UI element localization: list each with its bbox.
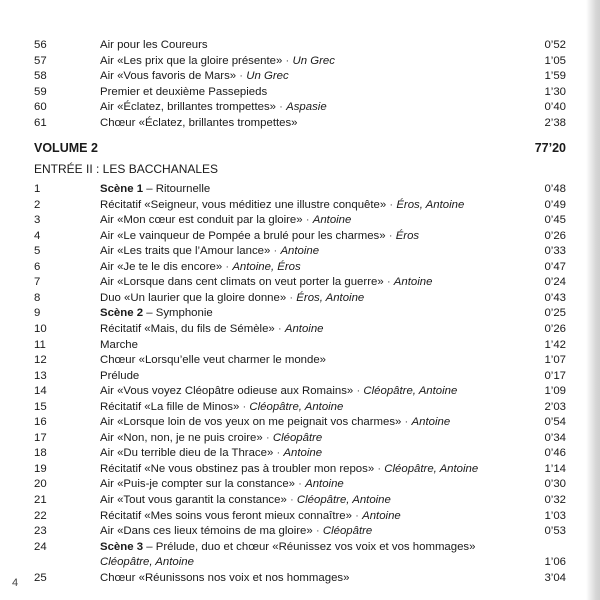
separator-dot: ·	[236, 70, 247, 82]
scene-dash: –	[143, 540, 156, 553]
separator-dot: ·	[295, 478, 306, 491]
track-number: 59	[34, 85, 47, 98]
track-duration: 0’52	[544, 39, 566, 51]
track-title	[100, 229, 419, 243]
track-row	[34, 524, 566, 538]
track-title	[100, 38, 208, 52]
track-number: 8	[34, 291, 41, 304]
track-title	[100, 493, 391, 507]
track-number: 2	[34, 198, 41, 211]
track-number: 12	[34, 354, 47, 367]
track-row	[34, 322, 566, 336]
scene-label: Scène 3	[100, 540, 144, 553]
track-performers: Antoine	[393, 276, 433, 289]
track-title	[100, 384, 457, 398]
track-number: 57	[34, 54, 47, 67]
separator-dot: ·	[262, 431, 273, 444]
track-row	[34, 38, 566, 52]
track-duration: 0’25	[544, 307, 566, 320]
separator-dot: ·	[401, 416, 412, 429]
track-number: 4	[34, 229, 41, 242]
track-title	[100, 306, 213, 320]
track-title-text: Air «Le vainqueur de Pompée a brulé pour les charmes»	[100, 229, 386, 242]
track-duration: 0’17	[544, 369, 566, 382]
track-performers: Antoine	[284, 322, 324, 335]
separator-dot: ·	[351, 509, 363, 522]
track-number: 16	[34, 416, 47, 429]
track-duration: 0’26	[544, 322, 566, 335]
track-title-text: Chœur «Lorsqu’elle veut charmer le monde»	[100, 354, 327, 367]
track-row	[34, 116, 566, 130]
track-row	[34, 369, 566, 383]
track-title	[100, 116, 298, 130]
track-number: 3	[34, 214, 41, 227]
track-duration: 0’40	[544, 101, 566, 113]
track-number: 7	[34, 276, 41, 289]
separator-dot: ·	[312, 525, 323, 538]
track-duration: 2’38	[544, 116, 566, 129]
separator-dot: ·	[374, 462, 385, 475]
track-title-text: Ritournelle	[155, 183, 211, 195]
track-title	[100, 540, 475, 554]
track-duration: 0’47	[544, 260, 566, 273]
track-performers: Cléopâtre, Antoine	[296, 494, 391, 506]
track-performers: Un Grec	[246, 70, 289, 82]
track-title-text: Air «Je te le dis encore»	[100, 260, 223, 273]
track-title	[100, 182, 210, 196]
volume-heading	[34, 140, 566, 156]
track-number: 9	[34, 307, 41, 320]
track-title	[100, 509, 401, 523]
separator-dot: ·	[286, 494, 297, 506]
track-row	[34, 446, 566, 460]
page-edge-shadow	[586, 0, 600, 600]
track-title-text: Air «Les traits que l’Amour lance»	[100, 245, 271, 258]
track-duration: 0’34	[544, 431, 566, 444]
track-row	[34, 182, 566, 196]
track-duration: 0’43	[544, 291, 566, 304]
track-title-text: Duo «Un laurier que la gloire donne»	[100, 291, 287, 304]
track-title	[100, 415, 450, 429]
track-title-text: Air «Éclatez, brillantes trompettes»	[100, 101, 276, 113]
separator-dot: ·	[302, 214, 313, 227]
track-title	[100, 322, 324, 336]
track-number: 23	[34, 525, 47, 538]
track-performers: Antoine	[411, 416, 451, 429]
track-row	[34, 260, 566, 274]
track-title-text: Récitatif «Ne vous obstinez pas à troubler mon repos»	[100, 462, 375, 475]
track-duration: 0’26	[544, 229, 566, 242]
track-row	[34, 306, 566, 320]
separator-dot: ·	[276, 101, 287, 113]
track-title	[100, 524, 372, 538]
track-number: 1	[34, 183, 41, 195]
track-row	[34, 69, 566, 83]
track-performers: Éros, Antoine	[296, 291, 365, 304]
track-title	[100, 100, 327, 114]
track-row	[34, 100, 566, 114]
track-duration: 0’32	[544, 494, 566, 506]
separator-dot: ·	[383, 276, 394, 289]
track-number: 15	[34, 400, 47, 413]
track-number: 13	[34, 369, 47, 382]
separator-dot: ·	[282, 54, 293, 67]
track-number: 17	[34, 431, 47, 444]
track-title-text: Air «Puis-je compter sur la constance»	[100, 478, 295, 491]
track-number: 60	[34, 101, 47, 113]
track-number: 24	[34, 540, 47, 553]
track-title-text: Symphonie	[155, 307, 213, 320]
separator-dot: ·	[270, 245, 281, 258]
track-number: 25	[34, 571, 47, 584]
track-duration: 0’30	[544, 478, 566, 491]
track-row	[34, 555, 566, 569]
track-title	[100, 291, 364, 305]
track-performers: Antoine	[280, 245, 320, 258]
track-title-text: Air «Non, non, je ne puis croire»	[100, 431, 263, 444]
track-performers: Antoine, Éros	[232, 260, 301, 273]
track-title-text: Récitatif «Seigneur, vous méditiez une illustre conquête»	[100, 198, 387, 211]
track-duration: 1’30	[544, 85, 566, 98]
track-number: 58	[34, 70, 47, 82]
separator-dot: ·	[239, 400, 250, 413]
track-number: 22	[34, 509, 47, 522]
separator-dot: ·	[222, 260, 233, 273]
track-row	[34, 509, 566, 523]
track-title-text: Air «Mon cœur est conduit par la gloire»	[100, 214, 303, 227]
volume-title: VOLUME 2	[34, 141, 98, 155]
track-title-text: Premier et deuxième Passepieds	[100, 85, 268, 98]
track-number: 18	[34, 447, 47, 460]
track-title-text: Air «Vous voyez Cléopâtre odieuse aux Romains»	[100, 385, 354, 398]
track-duration: 0’45	[544, 214, 566, 227]
track-title	[100, 85, 267, 99]
track-duration: 1’09	[544, 385, 566, 398]
track-performers: Un Grec	[292, 54, 335, 67]
track-duration: 0’53	[544, 525, 566, 538]
scene-label: Scène 1	[100, 183, 144, 195]
entree-heading: ENTRÉE II : LES BACCHANALES	[34, 162, 219, 176]
track-number: 14	[34, 385, 47, 398]
track-duration: 1’42	[544, 338, 566, 351]
track-row	[34, 415, 566, 429]
track-title-text: Air «Vous favoris de Mars»	[100, 70, 237, 82]
track-duration: 3’04	[544, 571, 566, 584]
track-title-text: Air «Dans ces lieux témoins de ma gloire»	[100, 525, 313, 538]
track-title	[100, 338, 138, 352]
track-duration: 1’05	[544, 54, 566, 67]
track-title	[100, 555, 194, 569]
track-row	[34, 431, 566, 445]
track-duration: 1’14	[544, 462, 566, 475]
track-performers: Cléopâtre, Antoine	[249, 400, 344, 413]
track-duration: 0’54	[544, 416, 566, 429]
track-duration: 0’46	[544, 447, 566, 460]
track-row	[34, 229, 566, 243]
track-number: 20	[34, 478, 47, 491]
track-title-text: Air «Les prix que la gloire présente»	[100, 54, 283, 67]
track-title-text: Chœur «Réunissons nos voix et nos hommages»	[100, 571, 350, 584]
track-performers: Antoine	[305, 478, 344, 491]
track-title	[100, 477, 344, 491]
track-row	[34, 493, 566, 507]
track-title	[100, 571, 349, 585]
track-performers: Antoine	[283, 447, 323, 460]
track-title-text: Prélude, duo et chœur «Réunissez vos voix et vos hommages»	[155, 540, 476, 553]
track-performers: Cléopâtre	[272, 431, 323, 444]
scene-dash: –	[143, 307, 156, 320]
track-title	[100, 369, 139, 383]
track-title-text: Air pour les Coureurs	[100, 39, 208, 51]
separator-dot: ·	[286, 291, 297, 304]
track-title-text: Air «Tout vous garantit la constance»	[100, 494, 287, 506]
track-title-text: Chœur «Éclatez, brillantes trompettes»	[100, 116, 298, 129]
track-performers: Cléopâtre, Antoine	[100, 556, 194, 569]
track-performers: Cléopâtre, Antoine	[363, 385, 458, 398]
separator-dot: ·	[353, 385, 364, 398]
track-title-text: Récitatif «La fille de Minos»	[100, 400, 240, 413]
track-duration: 1’07	[544, 354, 566, 367]
track-title	[100, 275, 432, 289]
track-title-text: Air «Lorsque loin de vos yeux on me peignait vos charmes»	[100, 416, 402, 429]
track-number: 19	[34, 462, 47, 475]
track-row	[34, 400, 566, 414]
track-title	[100, 353, 326, 367]
track-title-text: Marche	[100, 338, 138, 351]
track-row	[34, 275, 566, 289]
track-row	[34, 353, 566, 367]
track-title-text: Prélude	[100, 369, 140, 382]
track-performers: Cléopâtre	[322, 525, 373, 538]
track-number: 10	[34, 322, 47, 335]
track-row	[34, 85, 566, 99]
track-title	[100, 69, 289, 83]
track-performers: Antoine	[362, 509, 401, 522]
track-title	[100, 462, 478, 476]
track-duration: 0’48	[544, 183, 566, 195]
track-row	[34, 571, 566, 585]
track-duration: 2’03	[544, 400, 566, 413]
volume-total-duration: 77’20	[534, 141, 566, 155]
track-title	[100, 213, 351, 227]
track-row	[34, 338, 566, 352]
track-title	[100, 244, 319, 258]
track-row	[34, 198, 566, 212]
track-performers: Cléopâtre, Antoine	[384, 462, 479, 475]
track-title-text: Air «Lorsque dans cent climats on veut porter la guerre»	[100, 276, 384, 289]
page-number: 4	[12, 577, 19, 589]
track-title-text: Récitatif «Mes soins vous feront mieux connaître»	[100, 509, 352, 522]
track-title	[100, 198, 464, 212]
track-number: 21	[34, 494, 47, 506]
scene-label: Scène 2	[100, 307, 144, 320]
track-number: 61	[34, 116, 47, 129]
track-duration: 0’24	[544, 276, 566, 289]
separator-dot: ·	[386, 198, 397, 211]
track-performers: Antoine	[312, 214, 352, 227]
track-title-text: Air «Du terrible dieu de la Thrace»	[100, 447, 274, 460]
track-performers: Éros, Antoine	[396, 198, 465, 211]
track-number: 11	[34, 338, 46, 351]
separator-dot: ·	[385, 229, 396, 242]
track-number: 6	[34, 260, 41, 273]
track-title	[100, 54, 335, 68]
track-row	[34, 462, 566, 476]
track-row	[34, 291, 566, 305]
track-duration: 1’03	[544, 509, 566, 522]
track-number: 5	[34, 245, 41, 258]
track-row	[34, 477, 566, 491]
scene-dash: –	[143, 183, 156, 195]
track-duration: 0’33	[544, 245, 566, 258]
track-duration: 0’49	[544, 198, 566, 211]
track-performers: Éros	[395, 229, 420, 242]
track-title	[100, 446, 322, 460]
track-performers: Aspasie	[286, 101, 327, 113]
track-title	[100, 400, 343, 414]
track-duration: 1’06	[544, 556, 566, 569]
track-title	[100, 431, 322, 445]
track-number: 56	[34, 39, 47, 51]
track-row	[34, 244, 566, 258]
track-row	[34, 384, 566, 398]
track-row	[34, 540, 566, 554]
track-row	[34, 54, 566, 68]
track-title-text: Récitatif «Mais, du fils de Sémèle»	[100, 322, 275, 335]
track-duration: 1’59	[544, 70, 566, 82]
track-title	[100, 260, 301, 274]
track-row	[34, 213, 566, 227]
separator-dot: ·	[274, 322, 285, 335]
separator-dot: ·	[273, 447, 284, 460]
